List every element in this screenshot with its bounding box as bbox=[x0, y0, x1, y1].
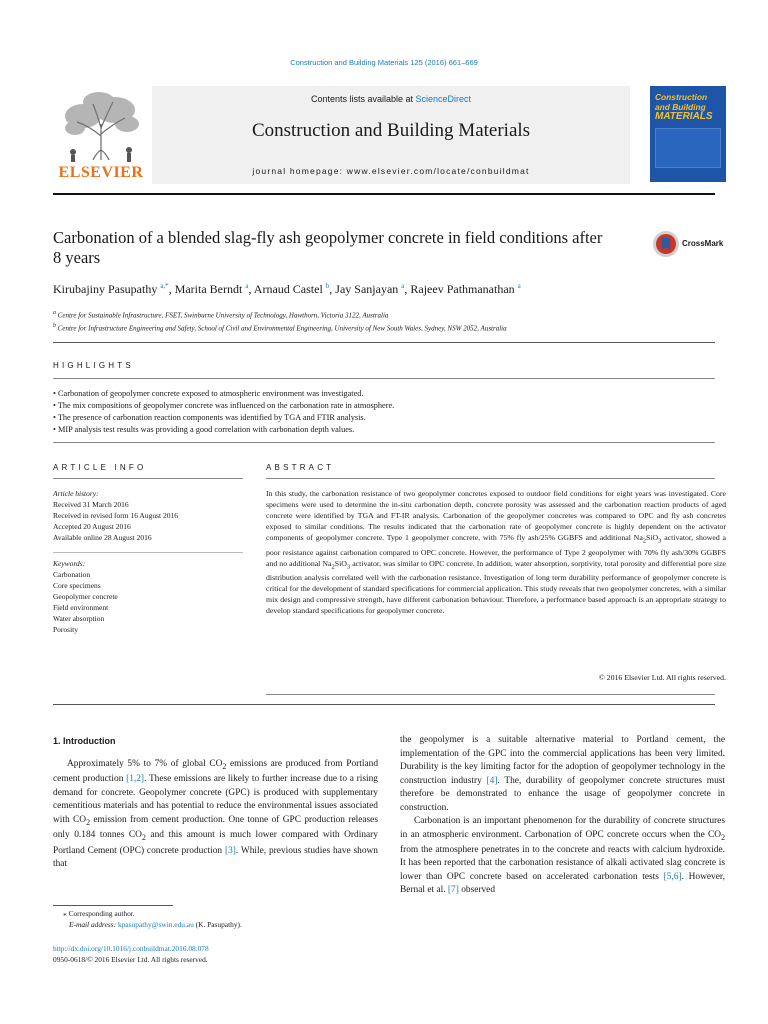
citation-link[interactable]: [1,2] bbox=[126, 774, 145, 785]
affiliation: $^b$ Centre for Infrastructure Engineering and Safety, School of Civil and Environmental Engineering, University of New South Wales, Sydney, NSW 2052, Australia bbox=[53, 323, 507, 333]
author-name[interactable]: Jay Sanjayan bbox=[335, 282, 399, 296]
email-link[interactable]: kpasupathy@swin.edu.au bbox=[118, 920, 194, 929]
affiliation: $^a$ Centre for Sustainable Infrastructure, FSET, Swinburne University of Technology, Hawthorn, Victoria 3122, Australia bbox=[53, 310, 389, 320]
keyword: Water absorption bbox=[53, 614, 105, 623]
divider bbox=[53, 378, 715, 379]
doi-link[interactable]: http://dx.doi.org/10.1016/j.conbuildmat.2016.08.078 bbox=[53, 944, 209, 953]
journal-title: Construction and Building Materials bbox=[251, 120, 531, 141]
paragraph: the geopolymer is a suitable alternative material to Portland cement, the implementation of the GPC into the commercial applications has been very limited. Durability is the key limiting factor for the adoption of geopolymer technology in the construction industry [4]. The, durability of geopolymer concrete structures must therefore be demonstrated to enhance the usage of geopolymer concrete in construction. bbox=[400, 735, 726, 813]
highlights-list bbox=[53, 388, 715, 436]
sciencedirect-link[interactable]: ScienceDirect bbox=[415, 94, 472, 104]
keywords-label: Keywords: bbox=[53, 559, 86, 568]
crossmark-label[interactable]: CrossMark bbox=[682, 239, 724, 248]
citation-link[interactable]: [4] bbox=[486, 775, 498, 786]
email-note: E-mail address: kpasupathy@swin.edu.au (K. Pasupathy). bbox=[69, 920, 242, 929]
highlight-item: • The mix compositions of geopolymer concrete was influenced on the carbonation rate in atmosphere. bbox=[53, 401, 395, 410]
citation-link[interactable]: [3] bbox=[224, 845, 236, 856]
history-entry: Accepted 20 August 2016 bbox=[53, 522, 131, 531]
keyword: Geopolymer concrete bbox=[53, 592, 118, 601]
keywords bbox=[53, 558, 243, 635]
section-heading: 1. Introduction bbox=[53, 736, 116, 746]
author-affil-sup[interactable]: a bbox=[517, 282, 521, 290]
history-entry: Received in revised form 16 August 2016 bbox=[53, 511, 178, 520]
author-name[interactable]: Arnaud Castel bbox=[253, 282, 323, 296]
author-affil-sup[interactable]: b bbox=[325, 282, 330, 290]
journal-reference[interactable]: Construction and Building Materials 125 (2016) 661–669 bbox=[290, 58, 478, 67]
highlight-item: • MIP analysis test results was providing a good correlation with carbonation depth values. bbox=[53, 425, 355, 434]
crossmark-icon[interactable] bbox=[652, 230, 680, 258]
affiliations bbox=[53, 308, 713, 335]
copyright: © 2016 Elsevier Ltd. All rights reserved. bbox=[598, 673, 726, 682]
article-info-heading: ARTICLE INFO bbox=[53, 463, 147, 472]
history-entry: Available online 28 August 2016 bbox=[53, 533, 152, 542]
abstract-text: In this study, the carbonation resistance of two geopolymer concretes exposed to outdoor field conditions for eight years was investigated. Core specimens were used to determine the in-situ carbonation depth, concrete porosity was assessed and the carbonation reaction products of aged concrete were identified by TGA and FT-IR analysis. Carbonation of the geopolymer concretes was compared to OPC and fly ash concretes exposed to similar conditions. The results indicated that the carbonation rate of geopolymer concrete is highly dependent on the activator components of geopolymer concrete. Type 1 geopolymer concrete, with 75% fly ash/25% GGBFS and additional $Na_2SiO_3$ activator, showed a poor resistance against carbonation compared to OPC concrete. However, the performance of Type 2 geopolymer with 70% fly ash/30% GGBFS and no additional $Na_2SiO_3$ activator, was similar to OPC concrete. In addition, water absorption, sorptivity, total porosity and differential pore size distribution analysis correlated well with the carbonation resistance. Investigation of long term durability performance of geopolymer concrete is critical for the development of standard specifications for commercial application. This study reveals that two geopolymer concretes, with a similar mix design and compressive strength, have different carbonation behaviour. Therefore, a performance based approach is an appropriate strategy to develop standard specifications for geopolymer concrete. bbox=[266, 489, 726, 616]
author-list: Kirubajiny Pasupathy $^{a,*}$, Marita Berndt $^a$, Arnaud Castel $^b$, Jay Sanjayan $^a$, Rajeev Pathmanathan $^a$ bbox=[53, 282, 521, 296]
divider bbox=[266, 478, 715, 479]
author-affil-sup[interactable]: a,* bbox=[160, 282, 169, 290]
cover-line: and Building bbox=[655, 102, 706, 112]
contents-line: Contents lists available at ScienceDirect bbox=[310, 94, 472, 104]
divider bbox=[53, 478, 243, 479]
footnote-rule bbox=[53, 905, 173, 906]
keyword: Carbonation bbox=[53, 570, 91, 579]
header-rule bbox=[53, 193, 715, 195]
divider bbox=[266, 694, 715, 695]
paragraph: Carbonation is an important phenomenon for the durability of concrete structures in an atmospheric environment. Carbonation of OPC concrete occurs when the $CO_2$ from the atmosphere penetrates in to the concrete and reacts with calcium hydroxide. It has been reported that the carbonation resistance of alkali activated slag concrete is lower than OPC concrete based on accelerated carbonation tests [5,6]. However, Bernal et al. [7] observed bbox=[400, 816, 725, 896]
journal-cover bbox=[650, 86, 726, 182]
article-history bbox=[53, 488, 243, 543]
history-label: Article history: bbox=[53, 489, 99, 498]
body-column-left bbox=[53, 758, 378, 872]
article-title: Carbonation of a blended slag-fly ash geopolymer concrete in field conditions after 8 years bbox=[53, 228, 603, 267]
keyword: Field environment bbox=[53, 603, 109, 612]
citation-link[interactable]: [5,6] bbox=[663, 871, 682, 882]
keyword: Porosity bbox=[53, 625, 79, 634]
author-affil-sup[interactable]: a bbox=[401, 282, 405, 290]
abstract-heading: ABSTRACT bbox=[266, 463, 335, 472]
author-name[interactable]: Rajeev Pathmanathan bbox=[410, 282, 515, 296]
divider bbox=[53, 552, 243, 553]
divider bbox=[53, 342, 715, 343]
citation-link[interactable]: [7] bbox=[447, 885, 459, 896]
keyword: Core specimens bbox=[53, 581, 101, 590]
cover-line: Construction bbox=[655, 92, 708, 102]
divider bbox=[53, 704, 715, 705]
issn-line: 0950-0618/© 2016 Elsevier Ltd. All rights reserved. bbox=[53, 955, 208, 964]
doi-block bbox=[53, 943, 383, 965]
body-column-right bbox=[400, 734, 725, 898]
author-affil-sup[interactable]: a bbox=[245, 282, 249, 290]
history-entry: Received 31 March 2016 bbox=[53, 500, 129, 509]
corresponding-note: ⁎ Corresponding author. bbox=[63, 909, 135, 918]
highlight-item: • Carbonation of geopolymer concrete exposed to atmospheric environment was investigated. bbox=[53, 389, 364, 398]
elsevier-wordmark: ELSEVIER bbox=[58, 164, 144, 181]
author-name[interactable]: Kirubajiny Pasupathy bbox=[53, 282, 158, 296]
highlights-heading: HIGHLIGHTS bbox=[53, 361, 134, 370]
cover-line: MATERIALS bbox=[655, 111, 713, 122]
highlight-item: • The presence of carbonation reaction components was identified by TGA and FTIR analysis. bbox=[53, 413, 366, 422]
divider bbox=[53, 442, 715, 443]
paragraph: Approximately 5% to 7% of global $CO_2$ emissions are produced from Portland cement production [1,2]. These emissions are likely to further increase due to a rising demand for concrete. Geopolymer concrete (GPC) is produced with supplementary cementitious materials and has potential to reduce the environmental issues associated with $CO_2$ emission from cement production. One tonne of GPC production releases only 0.184 tonnes $CO_2$ and this amount is much lower compared with Ordinary Portland Cement (OPC) concrete production [3]. While, previous studies have shown that bbox=[53, 759, 379, 870]
journal-homepage[interactable]: journal homepage: www.elsevier.com/locate/conbuildmat bbox=[252, 166, 530, 176]
footnote bbox=[53, 908, 383, 930]
author-name[interactable]: Marita Berndt bbox=[174, 282, 243, 296]
